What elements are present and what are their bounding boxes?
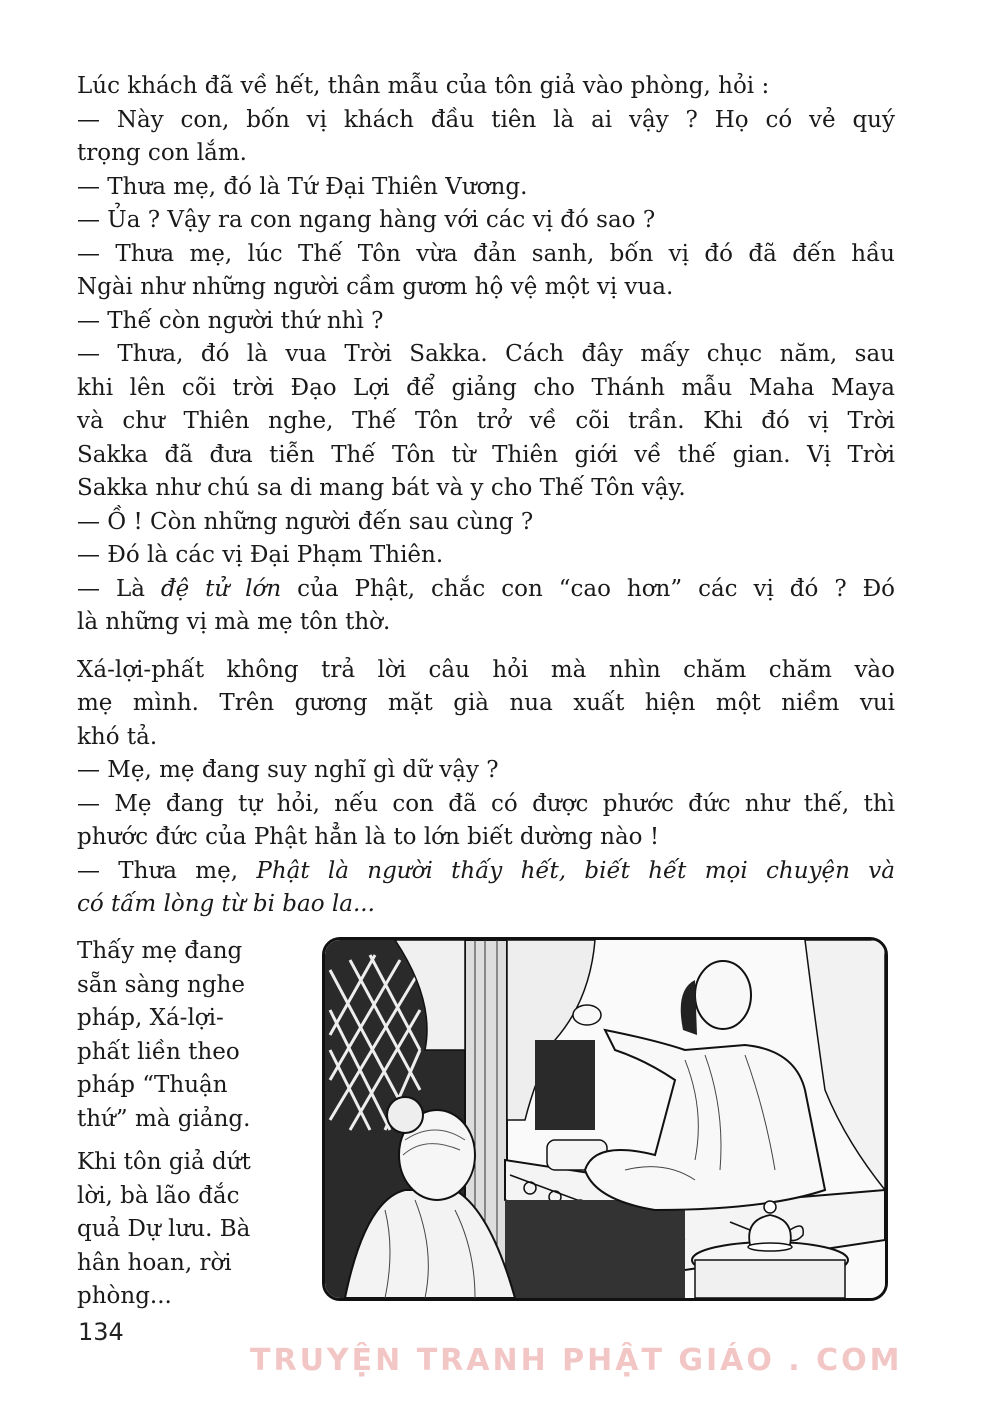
text-line: quả Dự lưu. Bà (77, 1216, 251, 1242)
text-line: — Này con, bốn vị khách đầu tiên là ai vậy ? Họ có vẻ quý (77, 106, 895, 133)
text-line: Ngài như những người cầm gươm hộ vệ một vị vua. (77, 274, 674, 300)
text-line: phòng... (77, 1283, 172, 1309)
side-paragraph-1 (77, 935, 309, 1136)
text-line: — Mẹ, mẹ đang suy nghĩ gì dữ vậy ? (77, 757, 499, 783)
text-line: hân hoan, rời (77, 1249, 232, 1276)
text-line: sẵn sàng nghe (77, 971, 245, 998)
text-line: phất liền theo (77, 1038, 240, 1065)
text-line: — Thưa mẹ, đó là Tứ Đại Thiên Vương. (77, 173, 528, 200)
text-line: trọng con lắm. (77, 140, 247, 166)
text-line: — Thưa, đó là vua Trời Sakka. Cách đây mấy chục năm, sau (77, 341, 895, 367)
page-number: 134 (78, 1318, 124, 1346)
page-body (77, 70, 895, 922)
text-line: phước đức của Phật hẳn là to lớn biết dường nào ! (77, 824, 660, 850)
text-line: Thấy mẹ đang (77, 938, 243, 964)
text-segment: — Là (77, 575, 161, 602)
dialogue-paragraph-1 (77, 70, 895, 640)
text-line (77, 573, 895, 607)
text-line: mẹ mình. Trên gương mặt già nua xuất hiện một niềm vui (77, 690, 895, 716)
text-line: — Thế còn người thứ nhì ? (77, 307, 384, 334)
illustration (322, 937, 888, 1301)
text-line: — Thưa mẹ, lúc Thế Tôn vừa đản sanh, bốn vị đó đã đến hầu (77, 240, 895, 267)
text-line: pháp, Xá-lợi- (77, 1005, 224, 1031)
watermark: TRUYỆN TRANH PHẬT GIÁO . COM (250, 1343, 903, 1378)
text-line: lời, bà lão đắc (77, 1182, 240, 1209)
side-paragraph-2 (77, 1146, 309, 1314)
text-line: Lúc khách đã về hết, thân mẫu của tôn giả vào phòng, hỏi : (77, 73, 770, 99)
text-segment: — Thưa mẹ, (77, 857, 257, 884)
text-line: thứ” mà giảng. (77, 1105, 251, 1132)
text-line: pháp “Thuận (77, 1072, 228, 1098)
side-text (77, 935, 309, 1314)
text-line: khó tả. (77, 723, 158, 750)
text-line: — Đó là các vị Đại Phạm Thiên. (77, 542, 444, 568)
text-line: và chư Thiên nghe, Thế Tôn trở về cõi trần. Khi đó vị Trời (77, 408, 895, 434)
text-line: Sakka như chú sa di mang bát và y cho Thế Tôn vậy. (77, 475, 686, 501)
italic-phrase: có tấm lòng từ bi bao la... (77, 891, 375, 917)
text-line: khi lên cõi trời Đạo Lợi để giảng cho Thánh mẫu Maha Maya (77, 374, 895, 401)
text-line (77, 888, 895, 922)
text-line: Sakka đã đưa tiễn Thế Tôn từ Thiên giới về thế gian. Vị Trời (77, 441, 895, 468)
text-line: Xá-lợi-phất không trả lời câu hỏi mà nhìn chăm chăm vào (77, 656, 895, 683)
text-line: Khi tôn giả dứt (77, 1149, 251, 1175)
text-line: — Ồ ! Còn những người đến sau cùng ? (77, 508, 534, 535)
text-line: — Ủa ? Vậy ra con ngang hàng với các vị đó sao ? (77, 207, 656, 233)
text-line (77, 855, 895, 889)
bottom-section (77, 935, 895, 1309)
text-line: — Mẹ đang tự hỏi, nếu con đã có được phước đức như thế, thì (77, 790, 895, 817)
text-segment: của Phật, chắc con “cao hơn” các vị đó ? Đó (281, 575, 896, 602)
text-line: là những vị mà mẹ tôn thờ. (77, 609, 391, 635)
monk-and-mother-drawing-icon (325, 940, 885, 1298)
italic-phrase: Phật là người thấy hết, biết hết mọi chuyện và (256, 857, 895, 884)
dialogue-paragraph-2 (77, 654, 895, 922)
italic-phrase: đệ tử lớn (160, 575, 282, 602)
